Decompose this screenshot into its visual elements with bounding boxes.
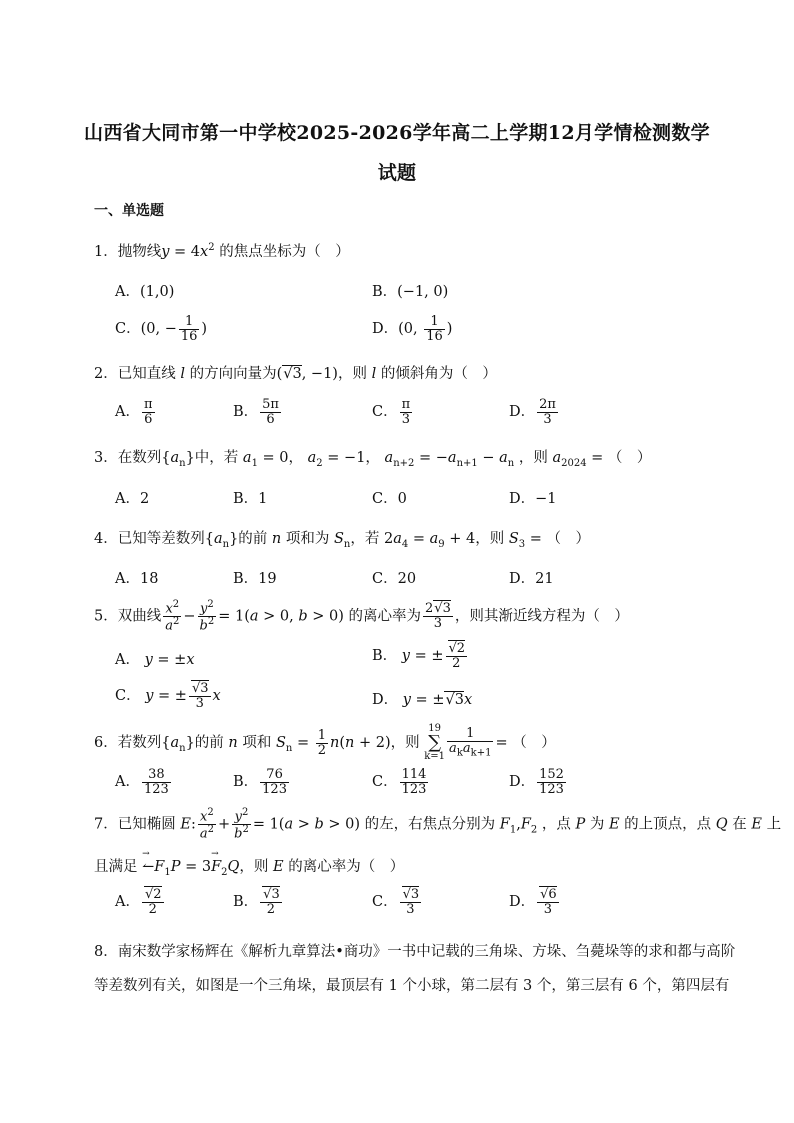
q7-option-c: C． $\frac{√3}{3}$	[372, 887, 420, 917]
q7-option-a: A． $\frac{√2}{2}$	[115, 887, 162, 917]
q5-option-d: D． y = ±√3x	[372, 692, 473, 708]
q2-option-b: B． $\frac{5\pi}{6}$	[233, 397, 279, 427]
page-title-line2: 试题	[377, 162, 417, 184]
question-2-stem: 2．已知直线 l 的方向向量为(√3, −1)，则 l 的倾斜角为（ ）	[94, 366, 497, 382]
page-title-line1: 山西省大同市第一中学校2025-2026学年高二上学期12月学情检测数学	[84, 122, 710, 144]
q6-option-b: B． $\frac{76}{123}$	[233, 767, 287, 797]
q2-option-d: D． $\frac{2\pi}{3}$	[509, 397, 556, 427]
q6-option-a: A． $\frac{38}{123}$	[115, 767, 169, 797]
q5-option-a: A． y = ±x	[115, 652, 195, 668]
question-8-stem-line1: 8．南宋数学家杨辉在《解析九章算法•商功》一书中记载的三角垛、方垛、刍薨垛等的求和都与高阶	[94, 944, 736, 960]
q4-option-a: A．18	[115, 571, 159, 587]
question-7-stem-line2: 且满足 ↼ → $F_1P = 3$ → $F_2Q$，则 E 的离心率为（ ）	[94, 849, 405, 878]
question-5-stem: 5．双曲线 $\frac{x^2}{a^2}$ − $\frac{y^2}{b^2}$ = 1(a > 0, b > 0) 的离心率为 $\frac{2√3}{3}$ ，则其渐近线方程为（ ）	[94, 599, 629, 634]
q3-option-a: A．2	[115, 491, 150, 507]
q4-option-b: B．19	[233, 571, 277, 587]
q2-option-a: A． $\frac{\pi}{6}$	[115, 397, 153, 427]
q1-option-d: D．(0, $\frac{1}{16}$ )	[372, 314, 453, 344]
question-3-stem: 3．在数列$\{a_n\}$中，若 $a_1 = 0$， $a_2 = -1$， $a_{n+2} = -a_{n+1} - a_n$ ，则 $a_{2024}$ = （ ）	[94, 450, 652, 469]
q2-option-c: C． $\frac{\pi}{3}$	[372, 397, 411, 427]
q3-option-d: D．−1	[509, 491, 557, 507]
question-7-stem-line1: 7．已知椭圆 E: $\frac{x^2}{a^2}$ + $\frac{y^2}{b^2}$ = 1(a > b > 0) 的左，右焦点分别为 $F_1,F_2$ ，点 P 为 E 的上顶点，点 Q 在 E 上	[94, 807, 782, 842]
q7-option-b: B． $\frac{√3}{2}$	[233, 887, 280, 917]
question-4-stem: 4．已知等差数列$\{a_n\}$的前 n 项和为 $S_n$，若 $2a_4 = a_9 + 4$，则 $S_3$ = （ ）	[94, 531, 591, 550]
question-1-stem: 1．抛物线$y = 4x^2$ 的焦点坐标为（ ）	[94, 242, 350, 260]
q5-option-b: B． y = ± $\frac{√2}{2}$	[372, 641, 466, 671]
q1-option-c: C．(0, − $\frac{1}{16}$ )	[115, 314, 208, 344]
q3-option-c: C．0	[372, 491, 407, 507]
q4-option-c: C．20	[372, 571, 417, 587]
question-8-stem-line2: 等差数列有关，如图是一个三角垛，最顶层有 1 个小球，第二层有 3 个，第三层有 6 个，第四层有	[94, 978, 730, 994]
q1-option-a: A．(1,0)	[115, 284, 175, 300]
q5-option-c: C． y = ± $\frac{√3}{3}$ x	[115, 681, 221, 711]
q1-option-b: B．(−1, 0)	[372, 284, 449, 300]
question-6-stem: 6．若数列$\{a_n\}$的前 n 项和 $S_n$ = $\frac{1}{2}$ n(n + 2)，则 19 ∑ k=1 $\frac{1}{a_ka_{k+1}}$ = （ ）	[94, 723, 556, 762]
section-heading: 一、单选题	[94, 203, 164, 219]
q3-option-b: B．1	[233, 491, 268, 507]
q4-option-d: D．21	[509, 571, 554, 587]
q6-option-d: D． $\frac{152}{123}$	[509, 767, 564, 797]
q6-option-c: C． $\frac{114}{123}$	[372, 767, 427, 797]
q7-option-d: D． $\frac{√6}{3}$	[509, 887, 557, 917]
